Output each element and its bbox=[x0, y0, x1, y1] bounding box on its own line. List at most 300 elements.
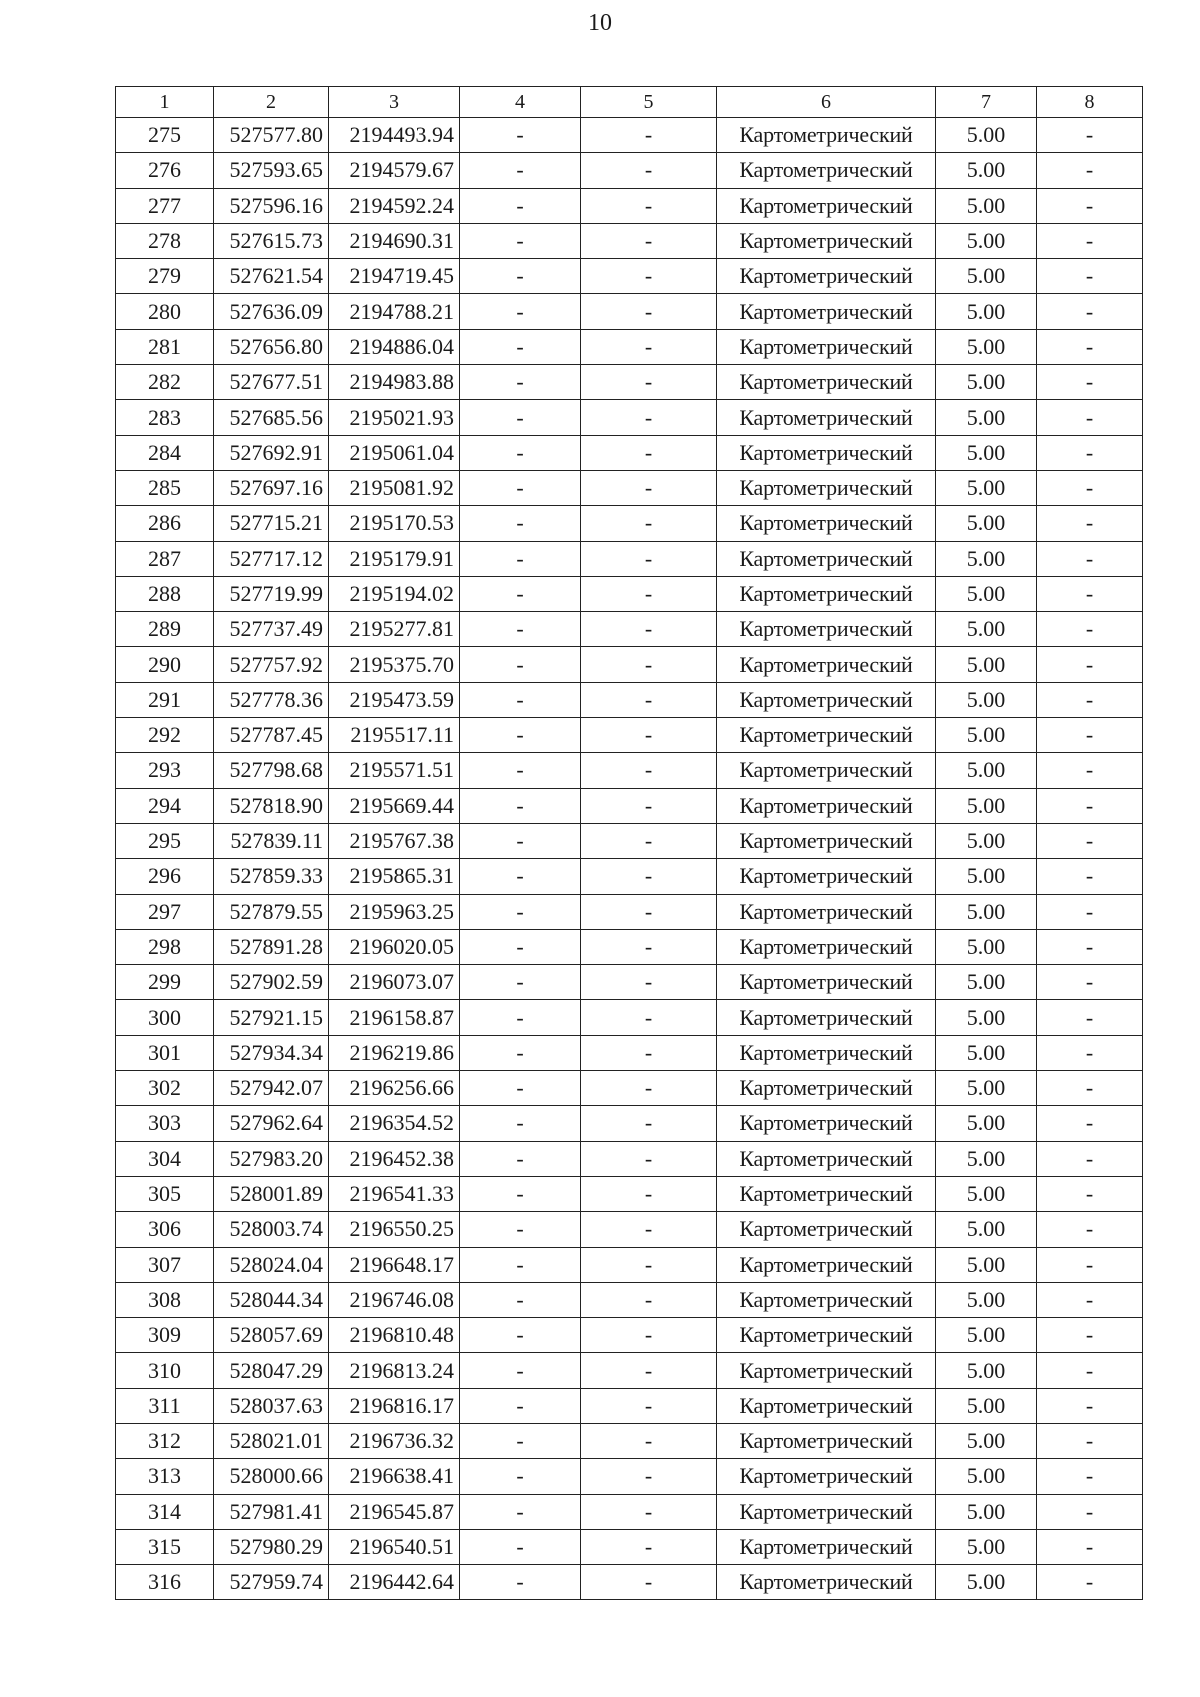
column-4-cell: - bbox=[460, 965, 581, 1000]
x-coordinate-cell: 527621.54 bbox=[214, 259, 329, 294]
point-number-cell: 309 bbox=[116, 1318, 214, 1353]
column-4-cell: - bbox=[460, 682, 581, 717]
y-coordinate-cell: 2196442.64 bbox=[329, 1565, 460, 1600]
column-5-cell: - bbox=[581, 470, 717, 505]
column-header: 4 bbox=[460, 87, 581, 118]
table-row bbox=[116, 1282, 1143, 1317]
column-5-cell: - bbox=[581, 823, 717, 858]
accuracy-cell: 5.00 bbox=[936, 1247, 1037, 1282]
table-row bbox=[116, 470, 1143, 505]
column-5-cell: - bbox=[581, 1423, 717, 1458]
table-row bbox=[116, 1035, 1143, 1070]
column-5-cell: - bbox=[581, 929, 717, 964]
table-row bbox=[116, 1141, 1143, 1176]
point-number-cell: 297 bbox=[116, 894, 214, 929]
table-row bbox=[116, 1388, 1143, 1423]
accuracy-cell: 5.00 bbox=[936, 753, 1037, 788]
x-coordinate-cell: 528057.69 bbox=[214, 1318, 329, 1353]
accuracy-cell: 5.00 bbox=[936, 1529, 1037, 1564]
column-5-cell: - bbox=[581, 1565, 717, 1600]
table-header-row bbox=[116, 87, 1143, 118]
column-5-cell: - bbox=[581, 1529, 717, 1564]
column-4-cell: - bbox=[460, 1318, 581, 1353]
x-coordinate-cell: 527962.64 bbox=[214, 1106, 329, 1141]
method-cell: Картометрический bbox=[717, 788, 936, 823]
table-row bbox=[116, 329, 1143, 364]
method-cell: Картометрический bbox=[717, 1388, 936, 1423]
x-coordinate-cell: 528001.89 bbox=[214, 1176, 329, 1211]
method-cell: Картометрический bbox=[717, 1353, 936, 1388]
column-8-cell: - bbox=[1037, 1423, 1143, 1458]
table-row bbox=[116, 259, 1143, 294]
column-5-cell: - bbox=[581, 400, 717, 435]
y-coordinate-cell: 2195081.92 bbox=[329, 470, 460, 505]
column-8-cell: - bbox=[1037, 647, 1143, 682]
column-5-cell: - bbox=[581, 1318, 717, 1353]
column-4-cell: - bbox=[460, 400, 581, 435]
column-header: 5 bbox=[581, 87, 717, 118]
y-coordinate-cell: 2195767.38 bbox=[329, 823, 460, 858]
x-coordinate-cell: 527596.16 bbox=[214, 188, 329, 223]
page-number: 10 bbox=[588, 10, 612, 36]
column-4-cell: - bbox=[460, 612, 581, 647]
column-5-cell: - bbox=[581, 1247, 717, 1282]
column-5-cell: - bbox=[581, 1212, 717, 1247]
accuracy-cell: 5.00 bbox=[936, 541, 1037, 576]
column-4-cell: - bbox=[460, 647, 581, 682]
table-row bbox=[116, 506, 1143, 541]
point-number-cell: 282 bbox=[116, 365, 214, 400]
accuracy-cell: 5.00 bbox=[936, 718, 1037, 753]
accuracy-cell: 5.00 bbox=[936, 576, 1037, 611]
column-5-cell: - bbox=[581, 1141, 717, 1176]
point-number-cell: 300 bbox=[116, 1000, 214, 1035]
x-coordinate-cell: 528047.29 bbox=[214, 1353, 329, 1388]
column-5-cell: - bbox=[581, 612, 717, 647]
column-8-cell: - bbox=[1037, 294, 1143, 329]
column-8-cell: - bbox=[1037, 1388, 1143, 1423]
method-cell: Картометрический bbox=[717, 859, 936, 894]
column-8-cell: - bbox=[1037, 223, 1143, 258]
column-8-cell: - bbox=[1037, 188, 1143, 223]
column-4-cell: - bbox=[460, 1423, 581, 1458]
y-coordinate-cell: 2196452.38 bbox=[329, 1141, 460, 1176]
column-8-cell: - bbox=[1037, 788, 1143, 823]
column-8-cell: - bbox=[1037, 1565, 1143, 1600]
accuracy-cell: 5.00 bbox=[936, 894, 1037, 929]
column-4-cell: - bbox=[460, 118, 581, 153]
y-coordinate-cell: 2195277.81 bbox=[329, 612, 460, 647]
point-number-cell: 307 bbox=[116, 1247, 214, 1282]
point-number-cell: 294 bbox=[116, 788, 214, 823]
column-4-cell: - bbox=[460, 1388, 581, 1423]
x-coordinate-cell: 527818.90 bbox=[214, 788, 329, 823]
y-coordinate-cell: 2196540.51 bbox=[329, 1529, 460, 1564]
y-coordinate-cell: 2195375.70 bbox=[329, 647, 460, 682]
table-row bbox=[116, 929, 1143, 964]
column-5-cell: - bbox=[581, 188, 717, 223]
column-5-cell: - bbox=[581, 1176, 717, 1211]
point-number-cell: 286 bbox=[116, 506, 214, 541]
method-cell: Картометрический bbox=[717, 1565, 936, 1600]
accuracy-cell: 5.00 bbox=[936, 1388, 1037, 1423]
accuracy-cell: 5.00 bbox=[936, 1106, 1037, 1141]
method-cell: Картометрический bbox=[717, 1529, 936, 1564]
column-8-cell: - bbox=[1037, 965, 1143, 1000]
table-row bbox=[116, 682, 1143, 717]
column-5-cell: - bbox=[581, 1388, 717, 1423]
table-row bbox=[116, 1106, 1143, 1141]
method-cell: Картометрический bbox=[717, 1494, 936, 1529]
column-5-cell: - bbox=[581, 259, 717, 294]
table-row bbox=[116, 1529, 1143, 1564]
point-number-cell: 278 bbox=[116, 223, 214, 258]
y-coordinate-cell: 2195194.02 bbox=[329, 576, 460, 611]
table-row bbox=[116, 1176, 1143, 1211]
column-5-cell: - bbox=[581, 329, 717, 364]
column-8-cell: - bbox=[1037, 894, 1143, 929]
method-cell: Картометрический bbox=[717, 365, 936, 400]
method-cell: Картометрический bbox=[717, 400, 936, 435]
accuracy-cell: 5.00 bbox=[936, 1141, 1037, 1176]
y-coordinate-cell: 2194690.31 bbox=[329, 223, 460, 258]
column-4-cell: - bbox=[460, 506, 581, 541]
method-cell: Картометрический bbox=[717, 470, 936, 505]
column-4-cell: - bbox=[460, 1353, 581, 1388]
column-8-cell: - bbox=[1037, 470, 1143, 505]
point-number-cell: 280 bbox=[116, 294, 214, 329]
table-row bbox=[116, 118, 1143, 153]
table-row bbox=[116, 1071, 1143, 1106]
accuracy-cell: 5.00 bbox=[936, 1212, 1037, 1247]
y-coordinate-cell: 2195179.91 bbox=[329, 541, 460, 576]
x-coordinate-cell: 527717.12 bbox=[214, 541, 329, 576]
point-number-cell: 316 bbox=[116, 1565, 214, 1600]
method-cell: Картометрический bbox=[717, 576, 936, 611]
column-4-cell: - bbox=[460, 365, 581, 400]
accuracy-cell: 5.00 bbox=[936, 1000, 1037, 1035]
table-row bbox=[116, 859, 1143, 894]
table-row bbox=[116, 1247, 1143, 1282]
column-4-cell: - bbox=[460, 718, 581, 753]
y-coordinate-cell: 2196020.05 bbox=[329, 929, 460, 964]
accuracy-cell: 5.00 bbox=[936, 259, 1037, 294]
x-coordinate-cell: 527685.56 bbox=[214, 400, 329, 435]
x-coordinate-cell: 527839.11 bbox=[214, 823, 329, 858]
x-coordinate-cell: 528044.34 bbox=[214, 1282, 329, 1317]
accuracy-cell: 5.00 bbox=[936, 1035, 1037, 1070]
table-row bbox=[116, 612, 1143, 647]
point-number-cell: 304 bbox=[116, 1141, 214, 1176]
column-5-cell: - bbox=[581, 1035, 717, 1070]
point-number-cell: 291 bbox=[116, 682, 214, 717]
y-coordinate-cell: 2196746.08 bbox=[329, 1282, 460, 1317]
column-8-cell: - bbox=[1037, 859, 1143, 894]
column-5-cell: - bbox=[581, 365, 717, 400]
column-8-cell: - bbox=[1037, 1212, 1143, 1247]
accuracy-cell: 5.00 bbox=[936, 223, 1037, 258]
table-row bbox=[116, 753, 1143, 788]
method-cell: Картометрический bbox=[717, 1282, 936, 1317]
column-4-cell: - bbox=[460, 1000, 581, 1035]
column-8-cell: - bbox=[1037, 612, 1143, 647]
y-coordinate-cell: 2196545.87 bbox=[329, 1494, 460, 1529]
x-coordinate-cell: 528021.01 bbox=[214, 1423, 329, 1458]
x-coordinate-cell: 527615.73 bbox=[214, 223, 329, 258]
method-cell: Картометрический bbox=[717, 1071, 936, 1106]
column-5-cell: - bbox=[581, 435, 717, 470]
y-coordinate-cell: 2196736.32 bbox=[329, 1423, 460, 1458]
column-5-cell: - bbox=[581, 153, 717, 188]
column-5-cell: - bbox=[581, 1071, 717, 1106]
accuracy-cell: 5.00 bbox=[936, 1565, 1037, 1600]
point-number-cell: 314 bbox=[116, 1494, 214, 1529]
point-number-cell: 288 bbox=[116, 576, 214, 611]
x-coordinate-cell: 527983.20 bbox=[214, 1141, 329, 1176]
point-number-cell: 293 bbox=[116, 753, 214, 788]
method-cell: Картометрический bbox=[717, 223, 936, 258]
method-cell: Картометрический bbox=[717, 294, 936, 329]
accuracy-cell: 5.00 bbox=[936, 1282, 1037, 1317]
column-5-cell: - bbox=[581, 1282, 717, 1317]
table-row bbox=[116, 965, 1143, 1000]
point-number-cell: 284 bbox=[116, 435, 214, 470]
column-8-cell: - bbox=[1037, 576, 1143, 611]
table-row bbox=[116, 1353, 1143, 1388]
column-header: 7 bbox=[936, 87, 1037, 118]
y-coordinate-cell: 2195963.25 bbox=[329, 894, 460, 929]
method-cell: Картометрический bbox=[717, 965, 936, 1000]
y-coordinate-cell: 2196541.33 bbox=[329, 1176, 460, 1211]
column-4-cell: - bbox=[460, 1494, 581, 1529]
y-coordinate-cell: 2196073.07 bbox=[329, 965, 460, 1000]
column-header: 8 bbox=[1037, 87, 1143, 118]
column-4-cell: - bbox=[460, 1071, 581, 1106]
point-number-cell: 302 bbox=[116, 1071, 214, 1106]
point-number-cell: 303 bbox=[116, 1106, 214, 1141]
accuracy-cell: 5.00 bbox=[936, 118, 1037, 153]
accuracy-cell: 5.00 bbox=[936, 1318, 1037, 1353]
column-5-cell: - bbox=[581, 647, 717, 682]
point-number-cell: 281 bbox=[116, 329, 214, 364]
accuracy-cell: 5.00 bbox=[936, 1459, 1037, 1494]
column-header: 1 bbox=[116, 87, 214, 118]
column-4-cell: - bbox=[460, 1106, 581, 1141]
column-4-cell: - bbox=[460, 929, 581, 964]
x-coordinate-cell: 527902.59 bbox=[214, 965, 329, 1000]
accuracy-cell: 5.00 bbox=[936, 188, 1037, 223]
point-number-cell: 299 bbox=[116, 965, 214, 1000]
method-cell: Картометрический bbox=[717, 506, 936, 541]
y-coordinate-cell: 2196816.17 bbox=[329, 1388, 460, 1423]
column-5-cell: - bbox=[581, 1494, 717, 1529]
column-4-cell: - bbox=[460, 153, 581, 188]
y-coordinate-cell: 2195669.44 bbox=[329, 788, 460, 823]
column-8-cell: - bbox=[1037, 1459, 1143, 1494]
method-cell: Картометрический bbox=[717, 823, 936, 858]
accuracy-cell: 5.00 bbox=[936, 929, 1037, 964]
column-4-cell: - bbox=[460, 1212, 581, 1247]
accuracy-cell: 5.00 bbox=[936, 329, 1037, 364]
x-coordinate-cell: 528000.66 bbox=[214, 1459, 329, 1494]
y-coordinate-cell: 2196648.17 bbox=[329, 1247, 460, 1282]
x-coordinate-cell: 527921.15 bbox=[214, 1000, 329, 1035]
x-coordinate-cell: 527778.36 bbox=[214, 682, 329, 717]
column-5-cell: - bbox=[581, 753, 717, 788]
point-number-cell: 315 bbox=[116, 1529, 214, 1564]
x-coordinate-cell: 527692.91 bbox=[214, 435, 329, 470]
column-8-cell: - bbox=[1037, 682, 1143, 717]
method-cell: Картометрический bbox=[717, 718, 936, 753]
column-5-cell: - bbox=[581, 682, 717, 717]
point-number-cell: 301 bbox=[116, 1035, 214, 1070]
column-4-cell: - bbox=[460, 894, 581, 929]
x-coordinate-cell: 527757.92 bbox=[214, 647, 329, 682]
accuracy-cell: 5.00 bbox=[936, 823, 1037, 858]
table-row bbox=[116, 1318, 1143, 1353]
method-cell: Картометрический bbox=[717, 1423, 936, 1458]
point-number-cell: 296 bbox=[116, 859, 214, 894]
column-4-cell: - bbox=[460, 823, 581, 858]
point-number-cell: 277 bbox=[116, 188, 214, 223]
column-4-cell: - bbox=[460, 788, 581, 823]
accuracy-cell: 5.00 bbox=[936, 1494, 1037, 1529]
point-number-cell: 298 bbox=[116, 929, 214, 964]
accuracy-cell: 5.00 bbox=[936, 435, 1037, 470]
y-coordinate-cell: 2194579.67 bbox=[329, 153, 460, 188]
x-coordinate-cell: 527787.45 bbox=[214, 718, 329, 753]
y-coordinate-cell: 2196158.87 bbox=[329, 1000, 460, 1035]
point-number-cell: 283 bbox=[116, 400, 214, 435]
column-5-cell: - bbox=[581, 718, 717, 753]
point-number-cell: 305 bbox=[116, 1176, 214, 1211]
x-coordinate-cell: 527980.29 bbox=[214, 1529, 329, 1564]
column-8-cell: - bbox=[1037, 435, 1143, 470]
column-5-cell: - bbox=[581, 788, 717, 823]
accuracy-cell: 5.00 bbox=[936, 1353, 1037, 1388]
method-cell: Картометрический bbox=[717, 647, 936, 682]
y-coordinate-cell: 2196354.52 bbox=[329, 1106, 460, 1141]
point-number-cell: 285 bbox=[116, 470, 214, 505]
method-cell: Картометрический bbox=[717, 753, 936, 788]
accuracy-cell: 5.00 bbox=[936, 153, 1037, 188]
accuracy-cell: 5.00 bbox=[936, 470, 1037, 505]
method-cell: Картометрический bbox=[717, 929, 936, 964]
x-coordinate-cell: 527934.34 bbox=[214, 1035, 329, 1070]
method-cell: Картометрический bbox=[717, 1212, 936, 1247]
column-8-cell: - bbox=[1037, 506, 1143, 541]
method-cell: Картометрический bbox=[717, 188, 936, 223]
x-coordinate-cell: 527697.16 bbox=[214, 470, 329, 505]
point-number-cell: 295 bbox=[116, 823, 214, 858]
column-8-cell: - bbox=[1037, 1529, 1143, 1564]
point-number-cell: 290 bbox=[116, 647, 214, 682]
y-coordinate-cell: 2195473.59 bbox=[329, 682, 460, 717]
table-row bbox=[116, 823, 1143, 858]
table-row bbox=[116, 188, 1143, 223]
accuracy-cell: 5.00 bbox=[936, 788, 1037, 823]
column-5-cell: - bbox=[581, 541, 717, 576]
x-coordinate-cell: 527636.09 bbox=[214, 294, 329, 329]
column-8-cell: - bbox=[1037, 365, 1143, 400]
method-cell: Картометрический bbox=[717, 118, 936, 153]
column-4-cell: - bbox=[460, 1529, 581, 1564]
y-coordinate-cell: 2194493.94 bbox=[329, 118, 460, 153]
y-coordinate-cell: 2194592.24 bbox=[329, 188, 460, 223]
x-coordinate-cell: 527959.74 bbox=[214, 1565, 329, 1600]
column-4-cell: - bbox=[460, 223, 581, 258]
y-coordinate-cell: 2194886.04 bbox=[329, 329, 460, 364]
y-coordinate-cell: 2196256.66 bbox=[329, 1071, 460, 1106]
method-cell: Картометрический bbox=[717, 329, 936, 364]
method-cell: Картометрический bbox=[717, 541, 936, 576]
x-coordinate-cell: 527715.21 bbox=[214, 506, 329, 541]
method-cell: Картометрический bbox=[717, 1459, 936, 1494]
table-row bbox=[116, 718, 1143, 753]
x-coordinate-cell: 527719.99 bbox=[214, 576, 329, 611]
x-coordinate-cell: 527737.49 bbox=[214, 612, 329, 647]
column-4-cell: - bbox=[460, 1176, 581, 1211]
method-cell: Картометрический bbox=[717, 1000, 936, 1035]
y-coordinate-cell: 2195170.53 bbox=[329, 506, 460, 541]
method-cell: Картометрический bbox=[717, 1141, 936, 1176]
accuracy-cell: 5.00 bbox=[936, 365, 1037, 400]
column-8-cell: - bbox=[1037, 1000, 1143, 1035]
column-5-cell: - bbox=[581, 859, 717, 894]
x-coordinate-cell: 527593.65 bbox=[214, 153, 329, 188]
accuracy-cell: 5.00 bbox=[936, 506, 1037, 541]
column-8-cell: - bbox=[1037, 400, 1143, 435]
table-row bbox=[116, 153, 1143, 188]
column-5-cell: - bbox=[581, 965, 717, 1000]
point-number-cell: 292 bbox=[116, 718, 214, 753]
table-row bbox=[116, 788, 1143, 823]
table-body bbox=[116, 118, 1143, 1600]
accuracy-cell: 5.00 bbox=[936, 859, 1037, 894]
table-row bbox=[116, 1494, 1143, 1529]
column-header: 2 bbox=[214, 87, 329, 118]
y-coordinate-cell: 2194788.21 bbox=[329, 294, 460, 329]
x-coordinate-cell: 527891.28 bbox=[214, 929, 329, 964]
column-8-cell: - bbox=[1037, 1247, 1143, 1282]
column-header: 3 bbox=[329, 87, 460, 118]
accuracy-cell: 5.00 bbox=[936, 965, 1037, 1000]
column-8-cell: - bbox=[1037, 153, 1143, 188]
point-number-cell: 313 bbox=[116, 1459, 214, 1494]
table-row bbox=[116, 294, 1143, 329]
column-4-cell: - bbox=[460, 1565, 581, 1600]
method-cell: Картометрический bbox=[717, 682, 936, 717]
method-cell: Картометрический bbox=[717, 894, 936, 929]
method-cell: Картометрический bbox=[717, 259, 936, 294]
method-cell: Картометрический bbox=[717, 1247, 936, 1282]
point-number-cell: 289 bbox=[116, 612, 214, 647]
x-coordinate-cell: 527798.68 bbox=[214, 753, 329, 788]
table-row bbox=[116, 365, 1143, 400]
column-4-cell: - bbox=[460, 1282, 581, 1317]
column-8-cell: - bbox=[1037, 1141, 1143, 1176]
column-5-cell: - bbox=[581, 118, 717, 153]
y-coordinate-cell: 2195865.31 bbox=[329, 859, 460, 894]
table-row bbox=[116, 223, 1143, 258]
table-row bbox=[116, 1212, 1143, 1247]
method-cell: Картометрический bbox=[717, 1106, 936, 1141]
point-number-cell: 308 bbox=[116, 1282, 214, 1317]
table-row bbox=[116, 1423, 1143, 1458]
column-5-cell: - bbox=[581, 294, 717, 329]
y-coordinate-cell: 2196638.41 bbox=[329, 1459, 460, 1494]
x-coordinate-cell: 528003.74 bbox=[214, 1212, 329, 1247]
